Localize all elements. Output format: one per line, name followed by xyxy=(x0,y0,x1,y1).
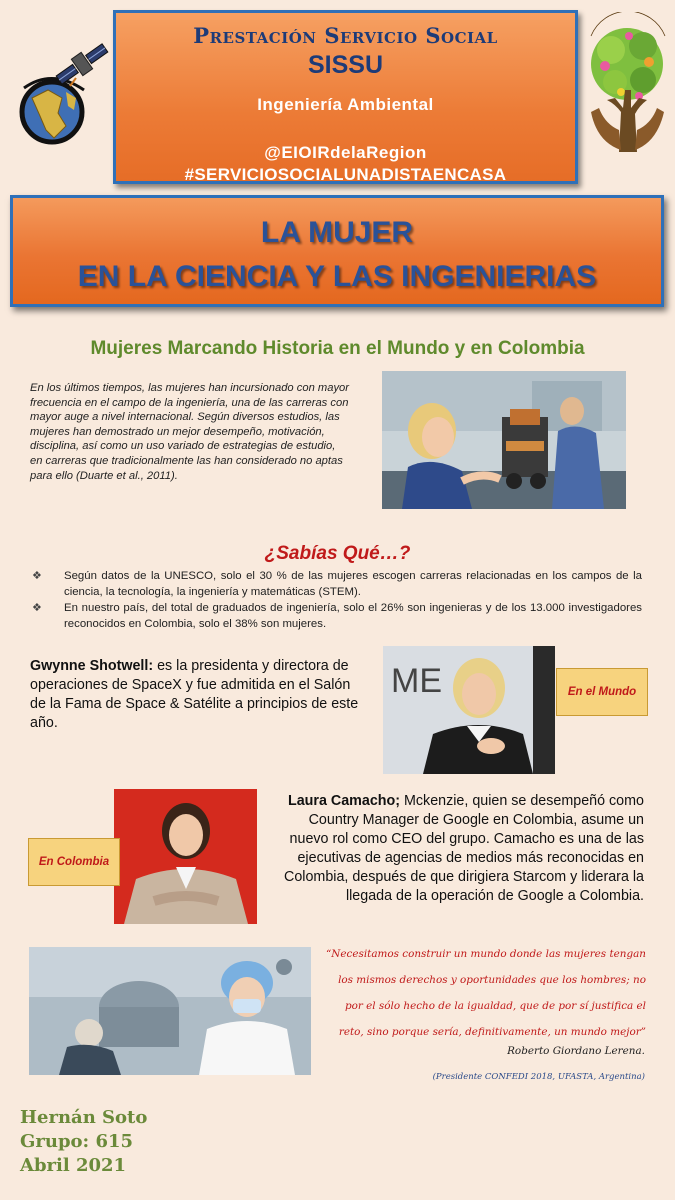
camacho-name: Laura Camacho; xyxy=(287,793,401,809)
shotwell-photo xyxy=(383,646,555,774)
intro-paragraph: En los últimos tiempos, las mujeres han incursionado con mayor frecuencia en el campo de la ingeniería, una de las carreras con mayor auge a nivel internacional. Según diversos estudios, las mujeres han demostrado un mejor desempeño, motivación, disciplina, así como un uso variado de estrategias de estudio, en carreras que tradicionalmente las han considerado no aptas para ello (Duarte et al., 2011). xyxy=(30,382,349,482)
section-heading: Mujeres Marcando Historia en el Mundo y en Colombia xyxy=(90,338,585,359)
bullet-icon: ❖ xyxy=(32,570,42,582)
signature-name: Hernán Soto xyxy=(20,1107,148,1128)
camacho-photo xyxy=(114,789,257,924)
did-you-know-heading: ¿Sabías Qué…? xyxy=(264,543,411,564)
backdrop-sign-text: ME xyxy=(391,662,442,700)
banner-line-2: EN LA CIENCIA Y LAS INGENIERIAS xyxy=(77,260,597,293)
header-handle: @EIOIRdelaRegion xyxy=(264,143,427,162)
engineer-robot-photo xyxy=(382,371,626,509)
tag-colombia: En Colombia xyxy=(28,838,120,886)
globe-satellite-logo xyxy=(10,18,110,158)
header-program: Ingeniería Ambiental xyxy=(257,95,434,114)
header-subtitle: SISSU xyxy=(307,51,384,79)
fact-item xyxy=(32,601,642,632)
header-box xyxy=(113,10,578,184)
quote-author: Roberto Giordano Lerena. xyxy=(507,1045,645,1057)
banner-line-1: LA MUJER xyxy=(260,216,414,249)
tree-hands-icon xyxy=(585,12,670,162)
tree-hands-logo xyxy=(585,12,670,162)
lab-workers-photo xyxy=(29,947,311,1075)
title-banner xyxy=(10,195,664,307)
camacho-description: Mckenzie, quien se desempeñó como Country Manager de Google en Colombia, asume un nuevo rol como CEO del grupo. Camacho es una de las ejecutivas de agencias de medios más reconocidas en Colombia, después de que dirigiera Starcom y liderara la llegada de la operación de Google a Colombia. xyxy=(284,793,644,904)
camacho-paragraph xyxy=(268,792,644,906)
fact-item xyxy=(32,569,642,600)
fact-text: Según datos de la UNESCO, solo el 30 % de las mujeres escogen carreras relacionadas en los campos de la ciencia, la tecnología, la ingeniería y matemáticas (STEM). xyxy=(64,570,642,598)
quote-text: “Necesitamos construir un mundo donde las mujeres tengan los mismos derechos y oportunidades que los hombres; no por el sólo hecho de la igualdad, que de por sí justifica el reto, sino porque sería, definitivamente, un mundo mejor” xyxy=(325,948,646,1038)
tag-world: En el Mundo xyxy=(556,668,648,716)
header-hashtag: #SERVICIOSOCIALUNADISTAENCASA xyxy=(184,165,507,184)
shotwell-name: Gwynne Shotwell: xyxy=(30,658,154,674)
header-title: Prestación Servicio Social xyxy=(193,23,498,48)
signature-group: Grupo: 615 xyxy=(20,1131,134,1152)
bullet-icon: ❖ xyxy=(32,602,42,614)
signature-date: Abril 2021 xyxy=(20,1155,127,1176)
fact-text: En nuestro país, del total de graduados de ingeniería, solo el 26% son ingenieras y de los 13.000 investigadores reconocidos en Colombia, solo el 38% son mujeres. xyxy=(64,602,642,630)
shotwell-description: es la presidenta y directora de operaciones de SpaceX y fue admitida en el Salón de la Fama de Space & Satélite a principios de este año. xyxy=(30,658,359,731)
quote-affiliation: (Presidente CONFEDI 2018, UFASTA, Argentina) xyxy=(432,1072,645,1082)
shotwell-paragraph xyxy=(30,657,360,733)
globe-satellite-icon xyxy=(10,18,110,158)
